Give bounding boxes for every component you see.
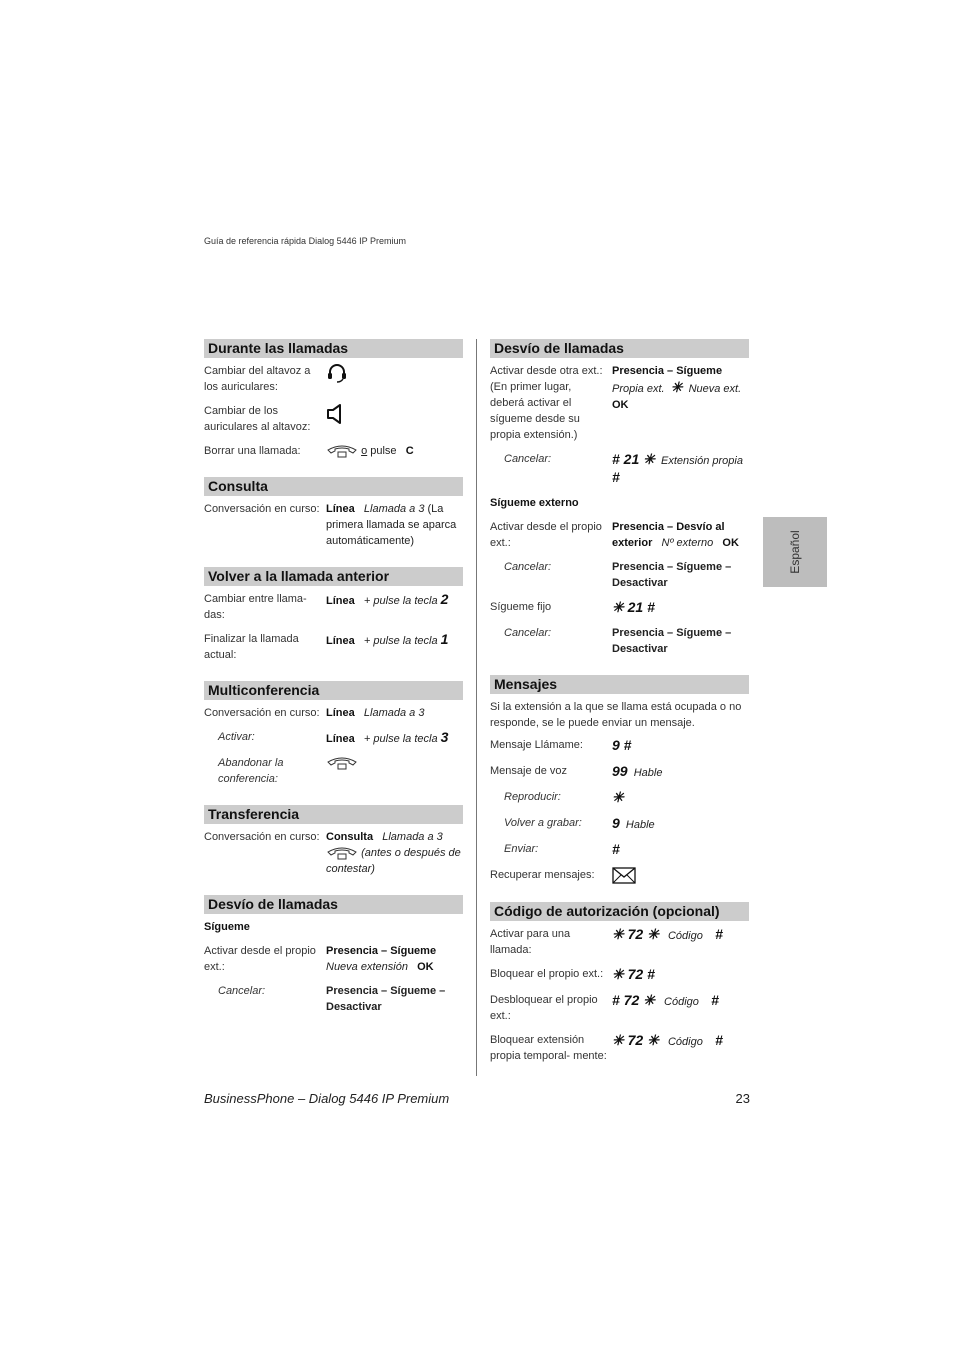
instruction-action <box>326 729 463 747</box>
instruction-label: Volver a grabar: <box>504 817 582 829</box>
action-text: Hable <box>633 767 663 779</box>
instruction-action <box>612 841 749 859</box>
key-code: # 21 ✳ <box>612 451 655 467</box>
handset-icon <box>326 444 358 458</box>
instruction-row <box>490 867 749 884</box>
pulse-text: pulse <box>367 445 397 457</box>
instruction-row <box>204 755 463 787</box>
instruction-label: Bloquear el propio ext.: <box>490 968 604 980</box>
menu-path: Presencia – Sígueme <box>612 365 723 377</box>
subsection-title: Sígueme externo <box>490 497 579 509</box>
instruction-row <box>490 737 749 755</box>
consulta-key: Consulta <box>326 831 374 843</box>
instruction-row <box>204 829 463 877</box>
menu-path: Presencia – Sígueme – Desactivar <box>612 561 732 589</box>
key-code: # <box>612 841 620 857</box>
instruction-action <box>612 763 749 781</box>
key-digit: 3 <box>440 729 449 745</box>
instruction-label: Cancelar: <box>504 561 552 573</box>
column-divider <box>476 339 477 1076</box>
key-code: ✳ 72 # <box>612 966 655 982</box>
instruction-row <box>490 966 749 984</box>
key-digit: 2 <box>440 591 449 607</box>
instruction-action <box>326 501 463 549</box>
section-intro: Si la extensión a la que se llama está ocupada o no responde, se le puede enviar un mensaje. <box>490 701 742 729</box>
key-code: # 72 ✳ <box>612 992 655 1008</box>
instruction-label: Cancelar: <box>504 453 552 465</box>
instruction-action <box>612 992 749 1024</box>
instruction-label: Finalizar la llamada actual: <box>204 633 299 661</box>
action-text: Hable <box>625 819 655 831</box>
instruction-label: Sígueme fijo <box>490 601 552 613</box>
instruction-row <box>204 631 463 663</box>
action-text: Código <box>667 930 703 942</box>
ok-key: OK <box>417 961 434 973</box>
instruction-row <box>204 591 463 623</box>
section-codigo <box>490 902 749 1064</box>
instruction-label: Activar: <box>218 731 255 743</box>
instruction-action <box>612 519 749 551</box>
instruction-label: Conversación en curso: <box>204 503 320 515</box>
headset-icon <box>326 363 348 383</box>
section-consulta <box>204 477 463 549</box>
instruction-action <box>326 443 463 459</box>
instruction-label: Activar para una llamada: <box>490 928 571 956</box>
instruction-row <box>204 363 463 395</box>
action-text: Llamada a 3 <box>363 503 425 515</box>
instruction-row <box>490 815 749 833</box>
action-text: Extensión propia <box>661 455 743 467</box>
instruction-label: Conversación en curso: <box>204 831 320 843</box>
line-key: Línea <box>326 635 355 647</box>
speaker-icon <box>326 403 346 425</box>
or-text: o <box>361 445 368 457</box>
instruction-action <box>612 599 749 617</box>
action-text: + pulse la tecla <box>363 595 438 607</box>
instruction-action <box>612 451 749 487</box>
instruction-action <box>326 631 463 663</box>
section-durante-llamadas <box>204 339 463 459</box>
instruction-label: Cancelar: <box>504 627 552 639</box>
key-code: # <box>612 469 620 485</box>
key-code: ✳ <box>612 789 624 805</box>
envelope-icon <box>612 867 636 884</box>
instruction-label: Conversación en curso: <box>204 707 320 719</box>
instruction-label: Activar desde el propio ext.: <box>204 945 316 973</box>
section-desvio-right <box>490 339 749 657</box>
instruction-row <box>490 1032 749 1064</box>
action-text: Nueva extensión <box>326 961 408 973</box>
instruction-row <box>204 501 463 549</box>
instruction-action <box>612 966 749 984</box>
key-code: 99 <box>612 763 628 779</box>
key-digit: 1 <box>440 631 449 647</box>
menu-path: Presencia – Sígueme – Desactivar <box>326 985 446 1013</box>
key-code: 9 # <box>612 737 632 753</box>
section-mensajes <box>490 675 749 884</box>
action-text: Llamada a 3 <box>382 831 443 843</box>
action-text: Código <box>664 996 699 1008</box>
instruction-row <box>204 403 463 435</box>
instruction-action <box>612 789 749 807</box>
instruction-row <box>490 519 749 551</box>
instruction-label: Activar desde otra ext.: (En primer lugar, deberá activar el sígueme desde su propia extensión.) <box>490 365 603 441</box>
handset-icon <box>326 846 358 860</box>
instruction-label: Borrar una llamada: <box>204 445 301 457</box>
key-code: ✳ 72 ✳ <box>612 926 659 942</box>
ok-key: OK <box>612 399 629 411</box>
key-code: 9 <box>612 815 620 831</box>
line-key: Línea <box>326 595 355 607</box>
instruction-row <box>490 559 749 591</box>
instruction-row <box>490 789 749 807</box>
key-code: # <box>715 1032 723 1048</box>
section-volver <box>204 567 463 663</box>
instruction-action <box>612 815 749 833</box>
action-text: + pulse la tecla <box>363 733 438 745</box>
action-text: + pulse la tecla <box>363 635 438 647</box>
instruction-action <box>612 867 749 884</box>
instruction-row <box>490 841 749 859</box>
action-text: Llamada a 3 <box>363 707 425 719</box>
section-title: Código de autorización (opcional) <box>490 902 749 921</box>
star-key: ✳ <box>670 379 683 395</box>
section-desvio-left <box>204 895 463 1015</box>
instruction-label: Recuperar mensajes: <box>490 869 595 881</box>
instruction-row <box>204 983 463 1015</box>
footer-title: BusinessPhone – Dialog 5446 IP Premium <box>204 1091 450 1106</box>
instruction-action <box>326 591 463 623</box>
key-code: # <box>715 926 723 942</box>
instruction-row <box>204 443 463 459</box>
section-title: Volver a la llamada anterior <box>204 567 463 586</box>
instruction-label: Enviar: <box>504 843 539 855</box>
instruction-action <box>326 403 463 435</box>
instruction-row <box>490 625 749 657</box>
instruction-label: Cancelar: <box>218 985 266 997</box>
instruction-label: Mensaje de voz <box>490 765 568 777</box>
running-header: Guía de referencia rápida Dialog 5446 IP Premium <box>204 236 406 246</box>
instruction-row <box>490 599 749 617</box>
section-title: Desvío de llamadas <box>490 339 749 358</box>
instruction-action <box>326 363 463 395</box>
instruction-action <box>326 705 463 721</box>
instruction-row <box>204 705 463 721</box>
instruction-row <box>490 451 749 487</box>
right-column <box>490 339 749 1082</box>
section-title: Consulta <box>204 477 463 496</box>
action-text: Nueva ext. <box>688 383 742 395</box>
section-title: Durante las llamadas <box>204 339 463 358</box>
action-text: Código <box>667 1036 703 1048</box>
instruction-action <box>326 755 463 787</box>
section-title: Mensajes <box>490 675 749 694</box>
subsection-title: Sígueme <box>204 921 250 933</box>
instruction-label: Cambiar de los auriculares al altavoz: <box>204 405 311 433</box>
instruction-label: Bloquear extensión propia temporal- mente: <box>490 1034 607 1062</box>
section-transferencia <box>204 805 463 877</box>
instruction-label: Mensaje Llámame: <box>490 739 583 751</box>
ok-key: OK <box>722 537 739 549</box>
language-tab <box>763 517 827 587</box>
note-text: (La primera llamada se aparca automáticamente) <box>326 503 457 547</box>
left-column <box>204 339 463 1033</box>
instruction-row <box>490 926 749 958</box>
menu-path: Presencia – Desvío al exterior <box>612 521 725 549</box>
line-key: Línea <box>326 503 355 515</box>
instruction-row <box>490 363 749 443</box>
key-code: # <box>711 992 719 1008</box>
section-title: Transferencia <box>204 805 463 824</box>
instruction-action <box>612 1032 749 1064</box>
instruction-row <box>490 763 749 781</box>
instruction-action <box>612 926 749 958</box>
section-multiconferencia <box>204 681 463 787</box>
instruction-row <box>204 943 463 975</box>
instruction-row <box>204 729 463 747</box>
instruction-label: Abandonar la conferencia: <box>218 757 284 785</box>
note-text: (antes o después de contestar) <box>326 847 461 875</box>
instruction-action <box>612 363 749 443</box>
instruction-action <box>326 829 463 877</box>
handset-icon <box>326 756 358 770</box>
language-tab-label: Español <box>788 530 802 574</box>
instruction-action <box>612 737 749 755</box>
instruction-action <box>326 943 463 975</box>
instruction-label: Cambiar del altavoz a los auriculares: <box>204 365 311 393</box>
instruction-label: Activar desde el propio ext.: <box>490 521 602 549</box>
key-code: ✳ 72 ✳ <box>612 1032 659 1048</box>
action-text: Nº externo <box>661 537 714 549</box>
instruction-label: Cambiar entre llama- das: <box>204 593 307 621</box>
instruction-label: Desbloquear el propio ext.: <box>490 994 598 1022</box>
instruction-row <box>490 992 749 1024</box>
line-key: Línea <box>326 733 355 745</box>
menu-path: Presencia – Sígueme <box>326 945 437 957</box>
page-number: 23 <box>735 1091 750 1106</box>
key-code: ✳ 21 # <box>612 599 655 615</box>
instruction-label: Reproducir: <box>504 791 561 803</box>
action-text: Propia ext. <box>612 383 665 395</box>
key-c: C <box>405 445 414 457</box>
menu-path: Presencia – Sígueme – Desactivar <box>612 627 732 655</box>
section-title: Desvío de llamadas <box>204 895 463 914</box>
section-title: Multiconferencia <box>204 681 463 700</box>
line-key: Línea <box>326 707 355 719</box>
